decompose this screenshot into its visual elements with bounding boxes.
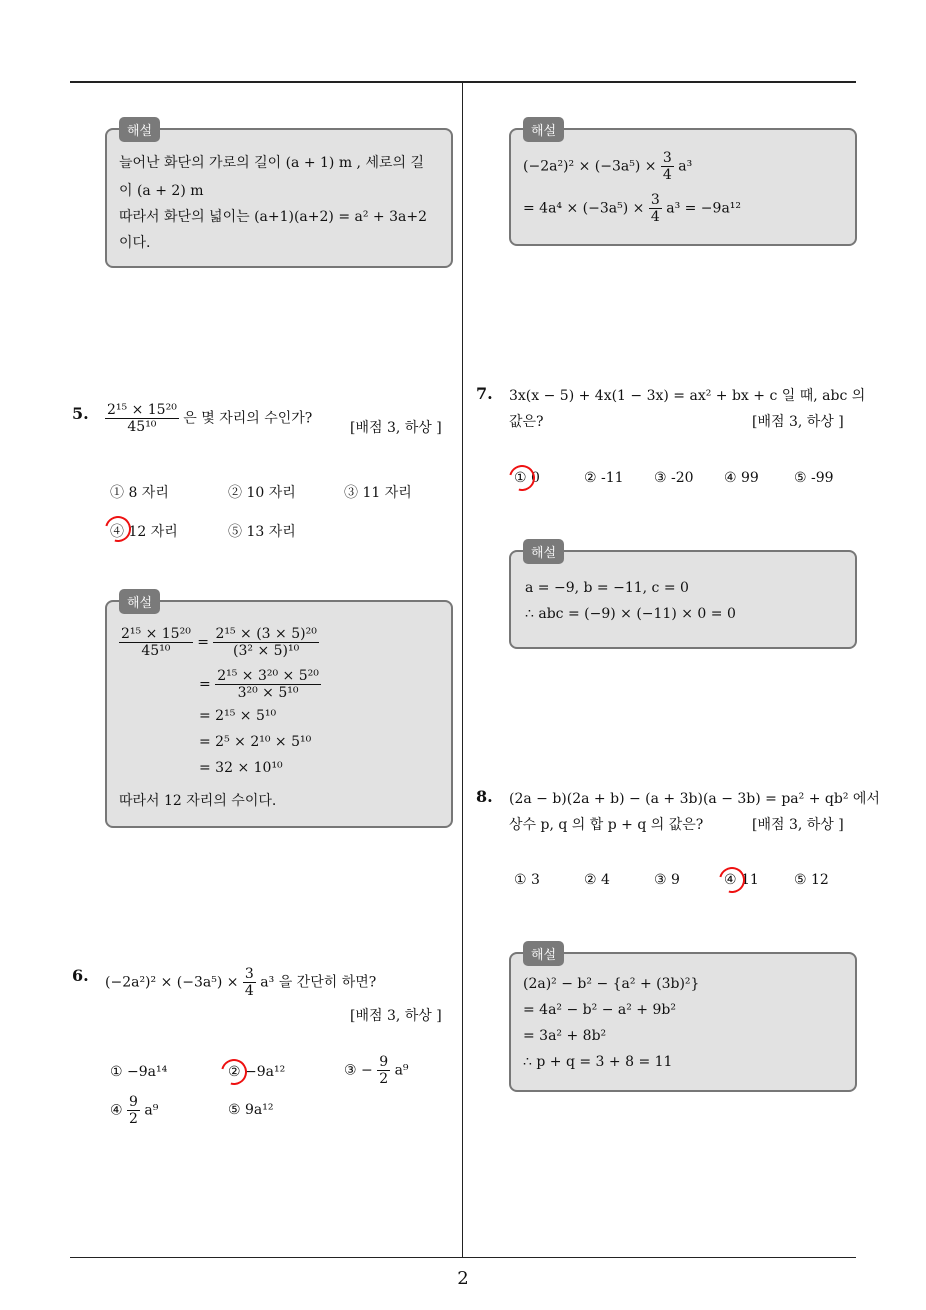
q8-option-2[interactable]: ② 4: [584, 872, 610, 888]
q7-option-5[interactable]: ⑤ -99: [794, 470, 834, 486]
question-5-stem: [105, 402, 312, 435]
solution-line: ∴ p + q = 3 + 8 = 11: [523, 1054, 673, 1070]
fraction-numerator: 2¹⁵ × 3²⁰ × 5²⁰: [217, 668, 319, 684]
question-6-text-before: (−2a²)² × (−3a⁵) ×: [105, 974, 239, 991]
question-number-7: 7.: [476, 384, 493, 403]
equals-sign: =: [197, 634, 214, 651]
q6-option-4[interactable]: [110, 1094, 158, 1127]
equals-sign: =: [199, 676, 216, 693]
q8-option-3[interactable]: ③ 9: [654, 872, 680, 888]
solution-tag: 해설: [523, 539, 564, 564]
question-number-8: 8.: [476, 787, 493, 806]
q8-option-5[interactable]: ⑤ 12: [794, 872, 829, 888]
option-fraction: [127, 1094, 140, 1127]
fraction-numerator: 2¹⁵ × 15²⁰: [107, 402, 177, 418]
fraction-numerator: 2¹⁵ × 15²⁰: [121, 626, 191, 642]
solution-fraction: [215, 668, 321, 701]
solution-box-q5: [105, 596, 453, 828]
q7-option-2[interactable]: ② -11: [584, 470, 624, 486]
fraction-denominator: (3² × 5)¹⁰: [233, 643, 300, 660]
solution-fraction: [661, 150, 674, 183]
solution-eq-1: [119, 626, 319, 659]
solution-tag: 해설: [523, 117, 564, 142]
question-7-score: [배점 3, 하상 ]: [752, 414, 844, 430]
option-suffix: a⁹: [394, 1062, 409, 1079]
answer-circle-mark: [714, 862, 750, 898]
question-5-fraction: [105, 402, 179, 435]
q5-option-1[interactable]: ① 8 자리: [110, 485, 169, 501]
q8-option-1[interactable]: ① 3: [514, 872, 540, 888]
q6-option-2[interactable]: ② −9a¹²: [228, 1064, 286, 1080]
solution-eq-5: = 32 × 10¹⁰: [199, 760, 283, 776]
option-suffix: a⁹: [144, 1102, 159, 1119]
solution-text: a³: [678, 158, 693, 175]
fraction-numerator: 2¹⁵ × (3 × 5)²⁰: [215, 626, 317, 642]
fraction-denominator: 3²⁰ × 5¹⁰: [237, 685, 299, 702]
column-divider: [462, 82, 463, 1258]
solution-line: = 3a² + 8b²: [523, 1028, 607, 1044]
solution-line: 늘어난 화단의 가로의 길이 (a + 1) m , 세로의 길: [119, 155, 424, 171]
solution-eq-2: [199, 668, 321, 701]
page-number: 2: [457, 1268, 469, 1289]
question-number-5: 5.: [72, 404, 89, 423]
question-8-line-2: 상수 p, q 의 합 p + q 의 값은?: [509, 817, 704, 833]
top-rule: [70, 81, 856, 83]
q8-option-4[interactable]: ④ 11: [724, 872, 759, 888]
question-7-line-1: 3x(x − 5) + 4x(1 − 3x) = ax² + bx + c 일 때, abc 의: [509, 388, 866, 404]
solution-box-q7: [509, 546, 857, 649]
question-6-text-after: a³ 을 간단히 하면?: [260, 974, 377, 991]
solution-fraction: [119, 626, 193, 659]
solution-tag: 해설: [119, 117, 160, 142]
fraction-numerator: 9: [129, 1094, 138, 1110]
option-prefix: ③ −: [344, 1062, 373, 1079]
question-6-score: [배점 3, 하상 ]: [350, 1008, 442, 1024]
solution-fraction: [213, 626, 318, 659]
fraction-denominator: 4: [244, 983, 254, 1000]
answer-circle-mark: [504, 460, 540, 496]
question-5-score: [배점 3, 하상 ]: [350, 420, 442, 436]
fraction-numerator: 9: [379, 1054, 389, 1070]
solution-box-q6: [509, 124, 857, 246]
solution-conclusion: 따라서 12 자리의 수이다.: [119, 793, 277, 809]
option-prefix: ④: [110, 1102, 123, 1119]
q7-option-4[interactable]: ④ 99: [724, 470, 759, 486]
question-8-score: [배점 3, 하상 ]: [752, 817, 844, 833]
fraction-denominator: 4: [650, 209, 660, 226]
fraction-denominator: 45¹⁰: [141, 643, 171, 660]
q7-option-1[interactable]: ① 0: [514, 470, 540, 486]
solution-box-q8: [509, 948, 857, 1092]
bottom-rule: [70, 1257, 856, 1258]
q7-option-3[interactable]: ③ -20: [654, 470, 694, 486]
solution-tag: 해설: [119, 589, 160, 614]
fraction-denominator: 45¹⁰: [127, 419, 157, 436]
solution-line: [523, 192, 741, 225]
solution-eq-3: = 2¹⁵ × 5¹⁰: [199, 708, 277, 724]
solution-line: a = −9, b = −11, c = 0: [525, 580, 689, 596]
solution-line: [523, 150, 692, 183]
solution-text: (−2a²)² × (−3a⁵) ×: [523, 158, 657, 175]
question-5-text: 은 몇 자리의 수인가?: [183, 410, 313, 427]
solution-line: 이다.: [119, 235, 151, 251]
question-6-stem: [105, 966, 376, 999]
fraction-numerator: 3: [650, 192, 660, 208]
fraction-denominator: 4: [662, 167, 672, 184]
question-6-fraction: [243, 966, 256, 999]
question-7-line-2: 값은?: [509, 414, 544, 430]
q5-option-5[interactable]: ⑤ 13 자리: [228, 524, 296, 540]
q6-option-1[interactable]: ① −9a¹⁴: [110, 1064, 168, 1080]
q6-option-5[interactable]: ⑤ 9a¹²: [228, 1102, 274, 1118]
solution-text: = 4a⁴ × (−3a⁵) ×: [523, 200, 645, 217]
solution-eq-4: = 2⁵ × 2¹⁰ × 5¹⁰: [199, 734, 312, 750]
q6-option-3[interactable]: [344, 1054, 409, 1087]
fraction-denominator: 2: [129, 1111, 138, 1128]
solution-text: a³ = −9a¹²: [666, 200, 742, 217]
q5-option-4[interactable]: ④ 12 자리: [110, 524, 178, 540]
q5-option-3[interactable]: ③ 11 자리: [344, 485, 412, 501]
solution-box-q4: [105, 124, 453, 268]
fraction-numerator: 3: [662, 150, 672, 166]
solution-line: (2a)² − b² − {a² + (3b)²}: [523, 976, 700, 992]
fraction-denominator: 2: [379, 1071, 389, 1088]
q5-option-2[interactable]: ② 10 자리: [228, 485, 296, 501]
solution-tag: 해설: [523, 941, 564, 966]
question-8-line-1: (2a − b)(2a + b) − (a + 3b)(a − 3b) = pa² + qb² 에서: [509, 791, 880, 807]
solution-line: ∴ abc = (−9) × (−11) × 0 = 0: [525, 606, 736, 622]
solution-line: = 4a² − b² − a² + 9b²: [523, 1002, 676, 1018]
answer-circle-mark: [216, 1054, 252, 1090]
solution-fraction: [649, 192, 662, 225]
answer-circle-mark: [100, 511, 136, 547]
option-fraction: [377, 1054, 390, 1087]
fraction-numerator: 3: [244, 966, 254, 982]
solution-line: 따라서 화단의 넓이는 (a+1)(a+2) = a² + 3a+2: [119, 209, 427, 225]
question-number-6: 6.: [72, 966, 89, 985]
solution-line: 이 (a + 2) m: [119, 183, 204, 199]
